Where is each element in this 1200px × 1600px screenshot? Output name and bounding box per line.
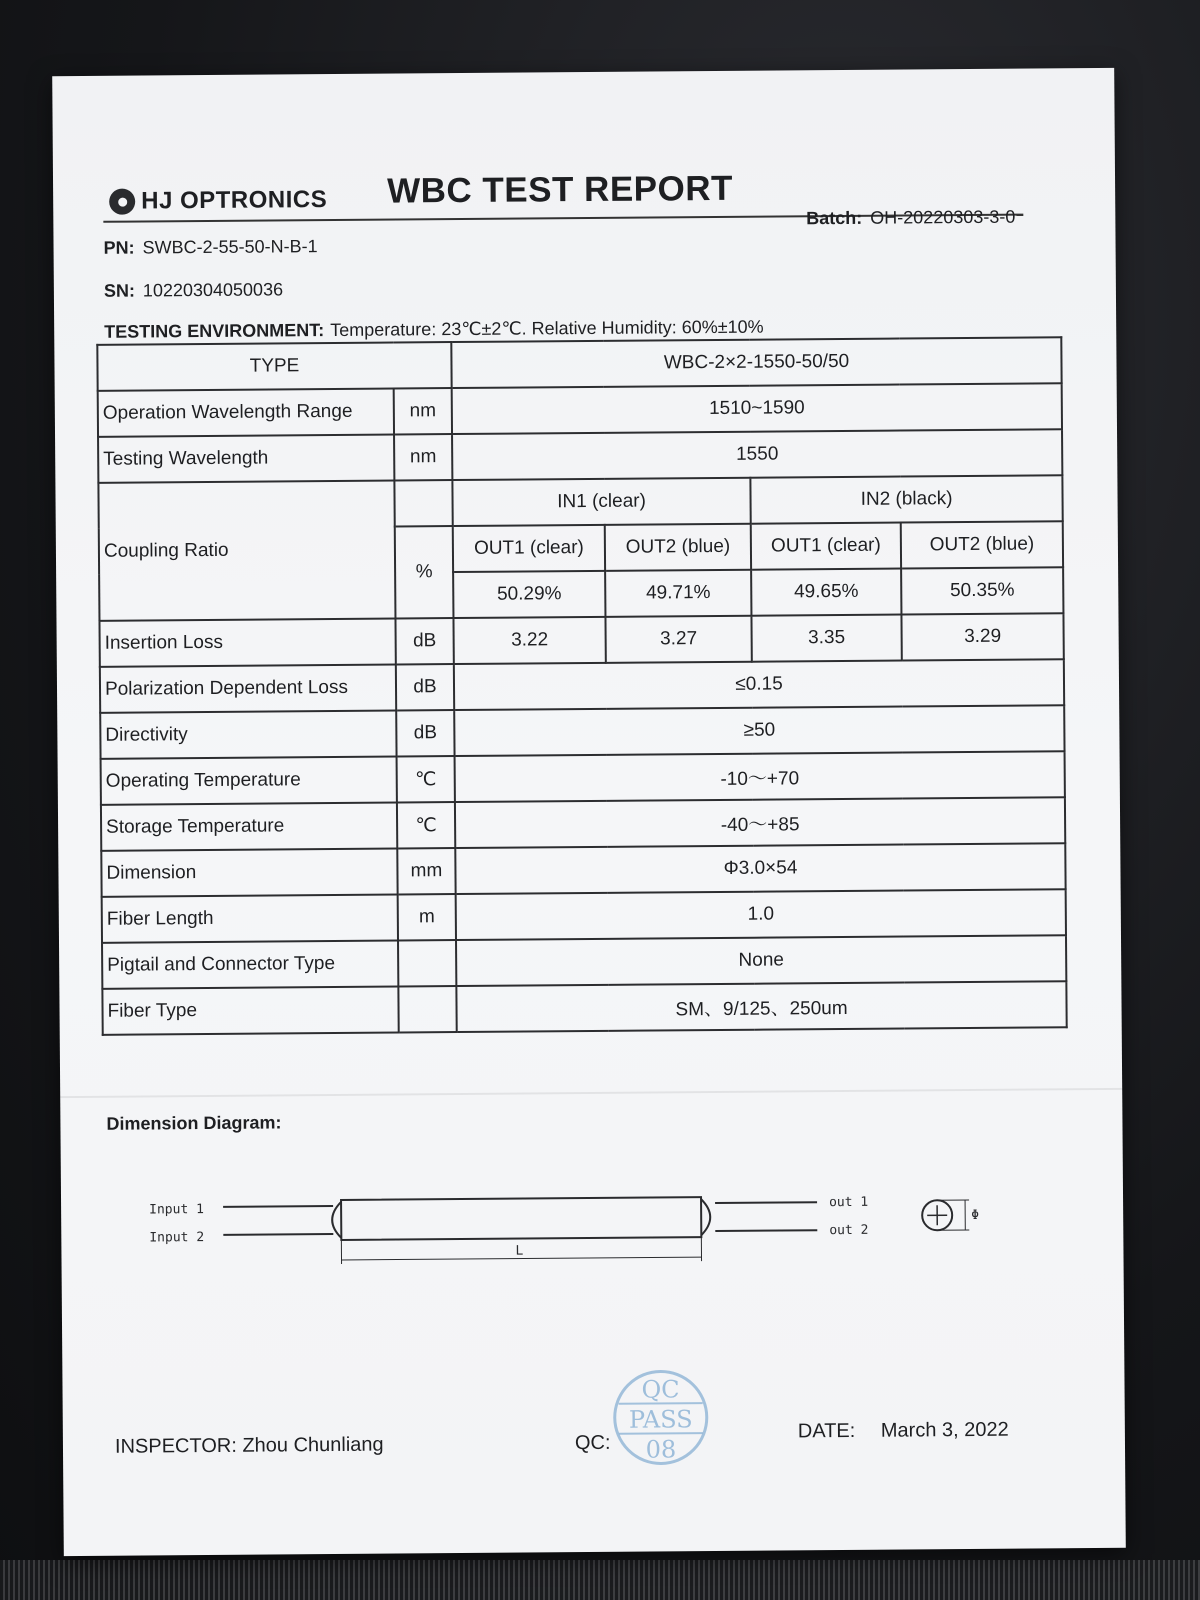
env-value: Temperature: 23℃±2℃. Relative Humidity: 60%±10% xyxy=(330,316,764,341)
row-value: ≤0.15 xyxy=(454,659,1064,710)
row-label: Polarization Dependent Loss xyxy=(100,665,396,713)
batch-label: Batch: xyxy=(806,207,863,229)
length-label: L xyxy=(515,1243,524,1259)
insertion-loss-value: 3.35 xyxy=(751,615,901,662)
row-value: 1510~1590 xyxy=(452,383,1062,434)
row-label: Fiber Type xyxy=(102,987,398,1035)
coupler-body xyxy=(341,1197,701,1240)
left-cap xyxy=(332,1202,341,1238)
table-row xyxy=(101,751,1065,805)
row-unit: m xyxy=(398,894,456,940)
row-label: Insertion Loss xyxy=(99,619,395,667)
row-unit: ℃ xyxy=(397,802,455,848)
row-unit: ℃ xyxy=(397,756,455,802)
stamp-number: 08 xyxy=(645,1435,677,1464)
desk-edge-strip xyxy=(0,1560,1200,1600)
input1-label: Input 1 xyxy=(149,1202,204,1218)
input2-label: Input 2 xyxy=(149,1230,205,1246)
out-header: OUT2 (blue) xyxy=(605,524,751,571)
report-date xyxy=(798,1419,1009,1444)
env-label: TESTING ENVIRONMENT: xyxy=(104,320,325,342)
out1-label: out 1 xyxy=(829,1194,869,1211)
out-header: OUT1 (clear) xyxy=(453,525,605,572)
coupling-value: 50.29% xyxy=(453,571,605,618)
row-unit: dB xyxy=(396,664,454,710)
empty-cell xyxy=(394,480,452,526)
out1-fiber xyxy=(715,1202,817,1203)
row-unit xyxy=(398,940,456,986)
row-value: Φ3.0×54 xyxy=(455,843,1065,894)
insertion-loss-value: 3.22 xyxy=(453,617,605,664)
row-value: None xyxy=(456,935,1066,986)
out-header: OUT1 (clear) xyxy=(751,523,901,570)
paper-fold-line xyxy=(60,1088,1122,1098)
diameter-label: Φ xyxy=(971,1207,980,1224)
insertion-loss-value: 3.27 xyxy=(605,616,751,663)
table-row-insertion-loss xyxy=(99,613,1063,667)
company-logo xyxy=(109,186,327,216)
table-row xyxy=(101,797,1065,851)
row-value: SM、9/125、250um xyxy=(456,981,1066,1032)
table-row xyxy=(101,843,1065,897)
table-row-type xyxy=(97,337,1061,391)
right-cap xyxy=(701,1199,710,1235)
row-unit xyxy=(398,986,456,1032)
inspector-label: INSPECTOR: xyxy=(114,1434,237,1458)
coupling-unit: % xyxy=(395,526,454,618)
part-number xyxy=(103,236,317,259)
table-row xyxy=(102,981,1066,1035)
table-row xyxy=(100,705,1064,759)
pn-value: SWBC-2-55-50-N-B-1 xyxy=(142,236,318,258)
inspector-name: Zhou Chunliang xyxy=(242,1433,384,1457)
table-row-op-wavelength xyxy=(98,383,1062,437)
insertion-loss-value: 3.29 xyxy=(901,613,1063,660)
date-value: March 3, 2022 xyxy=(880,1418,1009,1442)
row-label: Storage Temperature xyxy=(101,803,397,851)
qc-label: QC: xyxy=(574,1431,611,1455)
batch-info xyxy=(806,207,1015,230)
qc-pass-stamp xyxy=(610,1367,711,1468)
row-label: Operating Temperature xyxy=(101,757,397,805)
row-label: Operation Wavelength Range xyxy=(98,389,394,437)
serial-number xyxy=(104,279,283,301)
out2-fiber xyxy=(715,1230,817,1231)
table-row xyxy=(102,935,1066,989)
spec-table xyxy=(96,336,1067,1036)
coupling-value: 49.65% xyxy=(751,569,901,616)
in1-header: IN1 (clear) xyxy=(452,478,750,526)
sn-label: SN: xyxy=(103,280,135,301)
input2-fiber xyxy=(223,1234,333,1235)
row-value: ≥50 xyxy=(454,705,1064,756)
table-row xyxy=(100,659,1064,713)
row-unit: nm xyxy=(394,388,452,434)
coupling-value: 50.35% xyxy=(901,567,1063,614)
test-report-sheet xyxy=(52,68,1126,1556)
stamp-qc: QC xyxy=(641,1375,680,1404)
row-label: Directivity xyxy=(100,711,396,759)
coupling-label: Coupling Ratio xyxy=(98,481,395,621)
out-header: OUT2 (blue) xyxy=(901,521,1063,568)
row-value: 1.0 xyxy=(456,889,1066,940)
inspector xyxy=(115,1434,384,1459)
row-label: Fiber Length xyxy=(102,895,398,943)
row-unit: mm xyxy=(397,848,455,894)
stamp-pass: PASS xyxy=(628,1405,693,1434)
logo-icon xyxy=(109,189,135,215)
dimension-diagram xyxy=(101,1159,1002,1276)
row-label: Testing Wavelength xyxy=(98,435,394,483)
row-value: -10～+70 xyxy=(455,751,1065,802)
row-unit: nm xyxy=(394,434,452,480)
row-value: -40～+85 xyxy=(455,797,1065,848)
input1-fiber xyxy=(223,1206,333,1207)
date-label: DATE: xyxy=(797,1419,856,1443)
pn-label: PN: xyxy=(103,237,135,258)
row-label: Pigtail and Connector Type xyxy=(102,941,398,989)
sn-value: 10220304050036 xyxy=(142,279,284,301)
table-row xyxy=(102,889,1066,943)
type-label: TYPE xyxy=(97,342,451,391)
coupling-value: 49.71% xyxy=(605,570,751,617)
row-unit: dB xyxy=(396,710,454,756)
report-title: WBC TEST REPORT xyxy=(386,168,734,211)
table-row-test-wavelength xyxy=(98,429,1062,483)
table-row-coupling-inputs xyxy=(98,475,1062,529)
dimension-diagram-title: Dimension Diagram: xyxy=(106,1112,282,1134)
out2-label: out 2 xyxy=(829,1222,869,1239)
company-name: HJ OPTRONICS xyxy=(141,186,328,215)
in2-header: IN2 (black) xyxy=(750,475,1062,523)
type-value: WBC-2×2-1550-50/50 xyxy=(451,337,1061,388)
row-unit: dB xyxy=(395,618,453,664)
row-label: Dimension xyxy=(101,849,397,897)
row-value: 1550 xyxy=(452,429,1062,480)
batch-value: OH-20220303-3-0 xyxy=(870,206,1016,228)
